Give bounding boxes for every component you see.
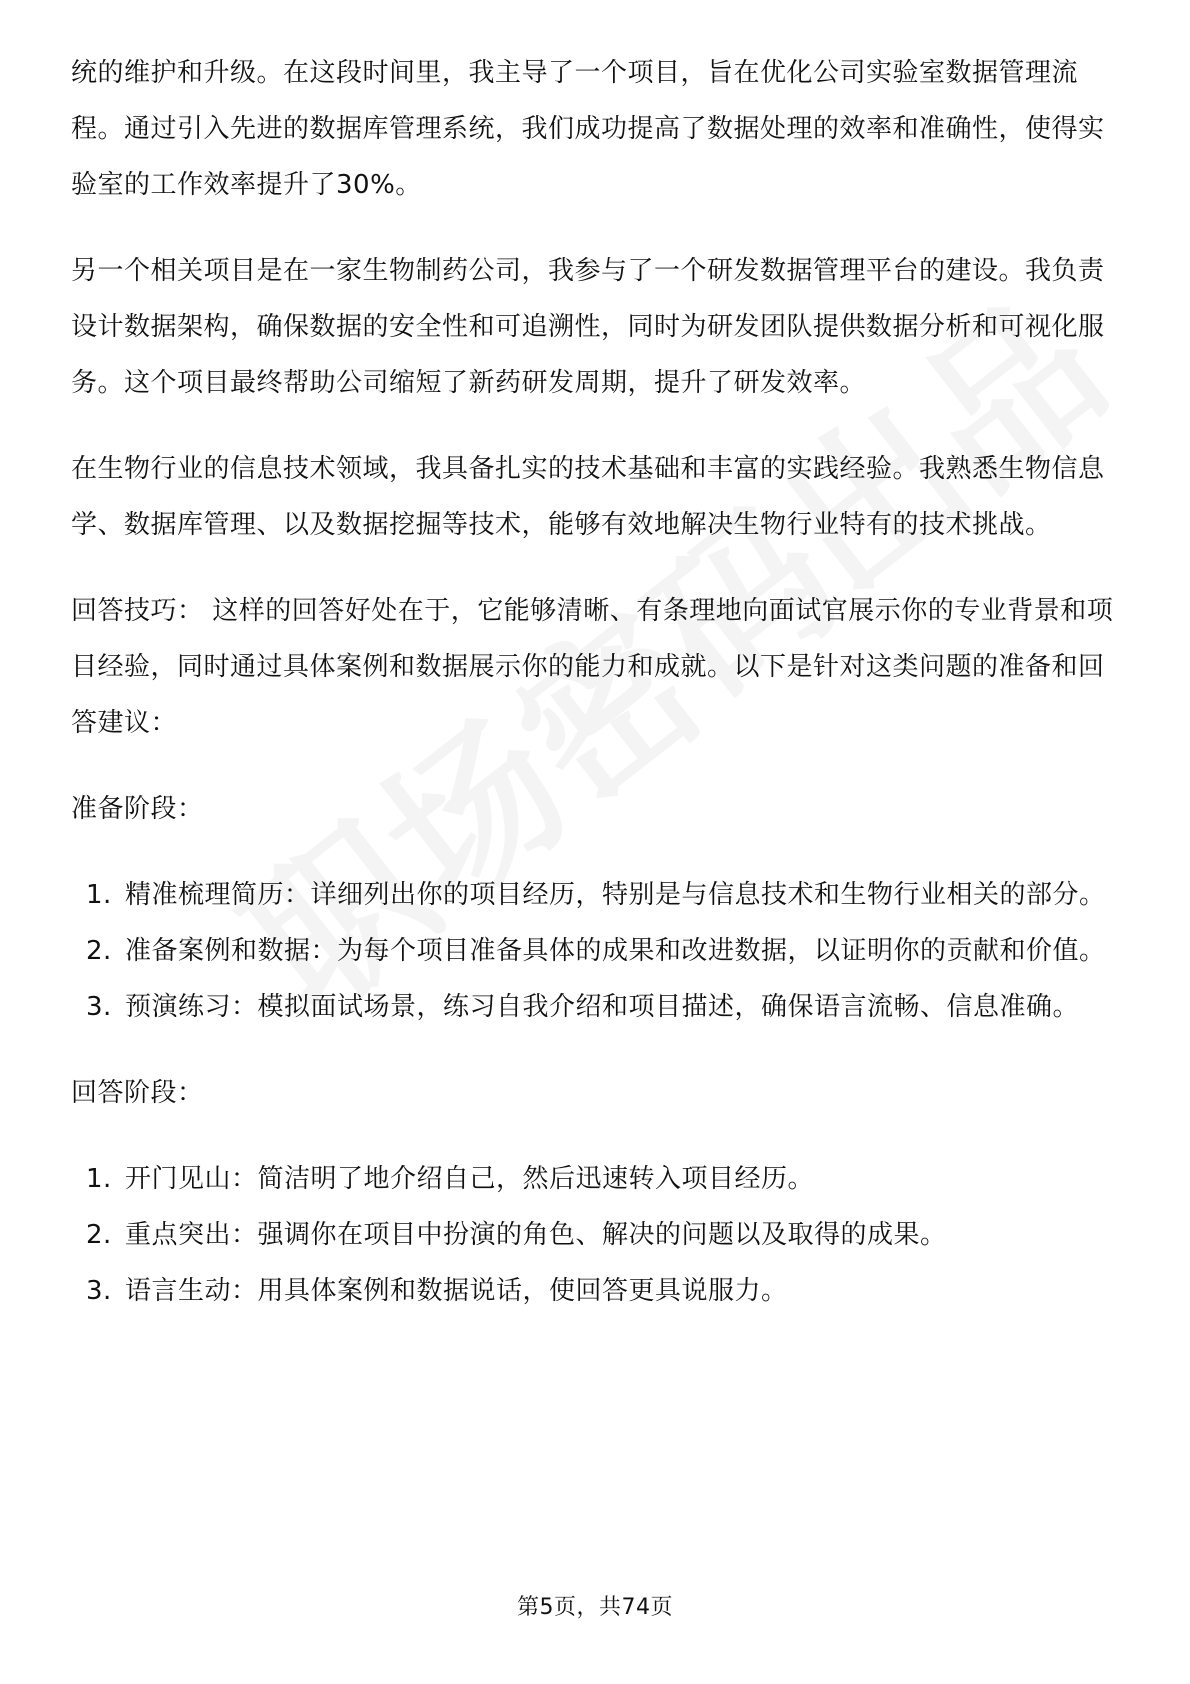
paragraph-project-lab: 统的维护和升级。在这段时间里，我主导了一个项目，旨在优化公司实验室数据管理流程。通过引入先进的数据库管理系统，我们成功提高了数据处理的效率和准确性，使得实验室的工作效率提升了30%。 (71, 58, 1105, 200)
paragraph-answer-tips: 回答技巧： 这样的回答好处在于，它能够清晰、有条理地向面试官展示你的专业背景和项目经验，同时通过具体案例和数据展示你的能力和成就。以下是针对这类问题的准备和回答建议： (71, 596, 1114, 738)
list-item-text: 准备案例和数据：为每个项目准备具体的成果和改进数据，以证明你的贡献和价值。 (125, 936, 1106, 966)
list-item (71, 1263, 1121, 1319)
list-number: 3. (86, 992, 112, 1022)
prep-heading: 准备阶段： (71, 794, 204, 824)
list-number: 1. (86, 1164, 112, 1194)
list-item-text: 重点突出：强调你在项目中扮演的角色、解决的问题以及取得的成果。 (125, 1220, 947, 1250)
answer-heading: 回答阶段： (71, 1078, 204, 1108)
list-number: 2. (86, 936, 112, 966)
page-footer: 第5页，共74页 (517, 1595, 673, 1620)
answer-list (71, 1151, 1121, 1319)
list-item (71, 867, 1121, 923)
list-number: 2. (86, 1220, 112, 1250)
list-item (71, 979, 1121, 1035)
list-number: 3. (86, 1276, 112, 1306)
list-number: 1. (86, 880, 112, 910)
paragraph-project-pharma: 另一个相关项目是在一家生物制药公司，我参与了一个研发数据管理平台的建设。我负责设计数据架构，确保数据的安全性和可追溯性，同时为研发团队提供数据分析和可视化服务。这个项目最终帮助公司缩短了新药研发周期，提升了研发效率。 (71, 256, 1105, 398)
list-item-text: 预演练习：模拟面试场景，练习自我介绍和项目描述，确保语言流畅、信息准确。 (125, 992, 1080, 1022)
list-item-text: 开门见山：简洁明了地介绍自己，然后迅速转入项目经历。 (125, 1164, 815, 1194)
list-item (71, 1151, 1121, 1207)
list-item (71, 1207, 1121, 1263)
page-content (71, 45, 1121, 1349)
prep-list (71, 867, 1121, 1035)
list-item-text: 语言生动：用具体案例和数据说话，使回答更具说服力。 (125, 1276, 788, 1306)
list-item (71, 923, 1121, 979)
list-item-text: 精准梳理简历：详细列出你的项目经历，特别是与信息技术和生物行业相关的部分。 (125, 880, 1106, 910)
paragraph-expertise: 在生物行业的信息技术领域，我具备扎实的技术基础和丰富的实践经验。我熟悉生物信息学、数据库管理、以及数据挖掘等技术，能够有效地解决生物行业特有的技术挑战。 (71, 454, 1105, 540)
